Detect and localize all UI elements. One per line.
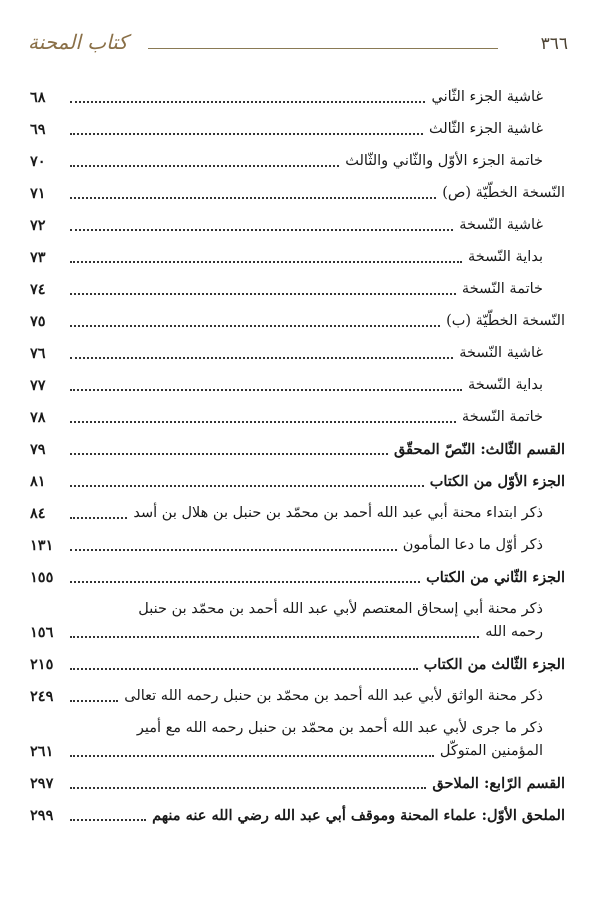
toc-entry-page: ٧٧ (30, 377, 46, 394)
toc-entry (30, 772, 565, 795)
leader-dots (70, 421, 456, 423)
toc-entry-page: ٧٤ (30, 281, 46, 298)
leader-dots (70, 165, 339, 167)
leader-dots (70, 700, 118, 702)
toc-entry-page: ٧٨ (30, 409, 46, 426)
toc-entry-title: غاشية النّسخة (459, 345, 543, 361)
toc-row (30, 804, 565, 827)
toc-entry-page: ٧٦ (30, 345, 46, 362)
leader-dots (70, 261, 462, 263)
toc-entry (30, 246, 565, 269)
toc-entry-title: القسم الثّالث: النّصّ المحقّق (394, 441, 565, 458)
toc-entry-page: ٢٤٩ (30, 688, 54, 705)
toc-entry-title: بداية النّسخة (468, 249, 543, 265)
toc-entry-title: النّسخة الخطّيّة (ب) (446, 313, 565, 329)
toc-entry-page: ١٥٦ (30, 624, 54, 641)
toc-entry (30, 150, 565, 173)
toc-first-line (30, 717, 565, 740)
toc-entry-continuation: رحمه الله (485, 624, 543, 640)
leader-dots (70, 549, 397, 551)
toc-entry-title: خاتمة النّسخة (461, 409, 543, 425)
toc-entry-page: ٧٩ (30, 441, 46, 458)
toc-first-line (30, 598, 565, 621)
toc-entry-page: ٢٩٩ (30, 807, 54, 824)
toc-entry-page: ١٣١ (30, 537, 54, 554)
toc-row (30, 86, 565, 109)
leader-dots (70, 755, 434, 757)
toc-entry-title: خاتمة الجزء الأوّل والثّاني والثّالث (345, 153, 543, 169)
toc-entry-page: ٧٠ (30, 153, 46, 170)
toc-row (30, 118, 565, 141)
toc-row (30, 470, 565, 493)
toc-entry (30, 566, 565, 589)
leader-dots (70, 636, 479, 638)
toc-entry (30, 470, 565, 493)
toc-row (30, 534, 565, 557)
toc-row (30, 653, 565, 676)
toc-entry (30, 438, 565, 461)
leader-dots (70, 787, 426, 789)
toc-entry-title: الجزء الثّالث من الكتاب (423, 656, 565, 673)
toc-row (30, 182, 565, 205)
toc-row (30, 278, 565, 301)
toc-row (30, 740, 565, 763)
toc-entry-page: ٧١ (30, 185, 46, 202)
table-of-contents (30, 86, 565, 836)
toc-entry-title: الجزء الثّاني من الكتاب (426, 569, 565, 586)
toc-entry-page: ٢١٥ (30, 656, 54, 673)
leader-dots (70, 197, 436, 199)
leader-dots (70, 389, 462, 391)
toc-entry-title: النّسخة الخطّيّة (ص) (442, 185, 565, 201)
toc-entry (30, 804, 565, 827)
leader-dots (70, 325, 440, 327)
toc-row (30, 621, 565, 644)
toc-entry-page: ٧٥ (30, 313, 46, 330)
leader-dots (70, 293, 456, 295)
toc-row (30, 150, 565, 173)
toc-entry-page: ٢٩٧ (30, 775, 54, 792)
header-rule (148, 48, 498, 49)
toc-entry (30, 717, 565, 763)
toc-entry-title: الجزء الأوّل من الكتاب (429, 473, 565, 490)
leader-dots (70, 581, 420, 583)
toc-entry (30, 118, 565, 141)
toc-row (30, 310, 565, 333)
toc-entry-title: ذكر ما جرى لأبي عبد الله أحمد بن محمّد بن حنبل رحمه الله مع أمير (136, 720, 543, 736)
toc-entry (30, 534, 565, 557)
toc-entry-title: ذكر محنة أبي إسحاق المعتصم لأبي عبد الله أحمد بن محمّد بن حنبل (138, 601, 543, 617)
toc-row (30, 566, 565, 589)
toc-entry (30, 214, 565, 237)
leader-dots (70, 485, 424, 487)
toc-entry-page: ٨١ (30, 473, 46, 490)
toc-entry-page: ٧٢ (30, 217, 46, 234)
book-title: كتاب المحنة (28, 30, 128, 54)
toc-entry-page: ٨٤ (30, 505, 46, 522)
toc-row (30, 685, 565, 708)
toc-entry (30, 182, 565, 205)
leader-dots (70, 229, 453, 231)
leader-dots (70, 101, 425, 103)
toc-entry-page: ٦٩ (30, 121, 46, 138)
toc-entry-page: ٦٨ (30, 89, 46, 106)
toc-row (30, 246, 565, 269)
toc-entry (30, 342, 565, 365)
toc-entry-title: خاتمة النّسخة (461, 281, 543, 297)
toc-entry (30, 406, 565, 429)
leader-dots (70, 357, 453, 359)
toc-row (30, 438, 565, 461)
leader-dots (70, 133, 423, 135)
toc-entry (30, 653, 565, 676)
toc-entry-title: غاشية الجزء الثّاني (431, 89, 543, 105)
toc-row (30, 214, 565, 237)
toc-entry-title: ذكر أوّل ما دعا المأمون (402, 537, 543, 553)
toc-entry (30, 598, 565, 644)
toc-entry-title: الملحق الأوّل: علماء المحنة وموقف أبي عبد الله رضي الله عنه منهم (152, 807, 565, 824)
leader-dots (70, 819, 146, 821)
leader-dots (70, 668, 418, 670)
toc-entry (30, 502, 565, 525)
toc-entry-continuation: المؤمنين المتوكّل (439, 743, 543, 759)
leader-dots (70, 517, 127, 519)
toc-entry-title: ذكر محنة الواثق لأبي عبد الله أحمد بن محمّد بن حنبل رحمه الله تعالى (124, 688, 543, 704)
toc-entry-title: القسم الرّابع: الملاحق (432, 775, 565, 792)
toc-entry-title: غاشية النّسخة (459, 217, 543, 233)
toc-entry-title: بداية النّسخة (468, 377, 543, 393)
toc-row (30, 374, 565, 397)
toc-entry-title: غاشية الجزء الثّالث (428, 121, 543, 137)
toc-entry-title: ذكر ابتداء محنة أبي عبد الله أحمد بن محمّد بن حنبل بن هلال بن أسد (133, 505, 543, 521)
leader-dots (70, 453, 388, 455)
toc-entry (30, 310, 565, 333)
toc-entry-page: ١٥٥ (30, 569, 54, 586)
toc-row (30, 772, 565, 795)
toc-row (30, 342, 565, 365)
toc-row (30, 406, 565, 429)
toc-entry (30, 685, 565, 708)
page-number: ٣٦٦ (540, 34, 568, 54)
toc-entry-page: ٧٣ (30, 249, 46, 266)
toc-entry (30, 86, 565, 109)
page-header (28, 30, 568, 64)
toc-entry (30, 278, 565, 301)
toc-row (30, 502, 565, 525)
toc-entry-page: ٢٦١ (30, 743, 54, 760)
toc-entry (30, 374, 565, 397)
